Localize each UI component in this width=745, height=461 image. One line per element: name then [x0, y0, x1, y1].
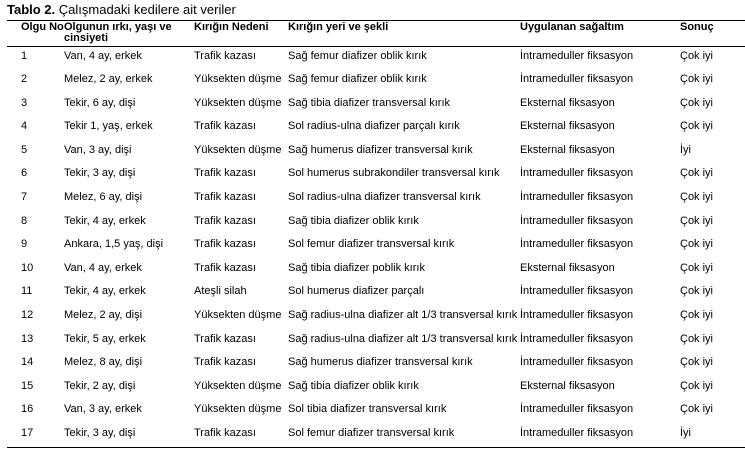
header-breed-age-sex: Olgunun ırkı, yaşı ve cinsiyeti	[64, 21, 194, 47]
cell-breed-age-sex: Tekir, 4 ay, erkek	[64, 214, 146, 227]
cell-case-no: 17	[7, 424, 64, 448]
cell-result: Çok iyi	[680, 379, 714, 392]
cell-fracture-location: Sağ femur diafizer oblik kırık	[288, 73, 427, 86]
cell-fracture-location: Sağ tibia diafizer poblik kırık	[288, 261, 425, 274]
cell-breed-age-sex: Tekir, 2 ay, dişi	[64, 379, 136, 392]
cell-case-no: 14	[21, 356, 34, 369]
cell-treatment: İntrameduller fiksasyon	[520, 403, 634, 416]
cell-fracture-location: Sol femur diafizer transversal kırık	[288, 424, 520, 448]
cell-fracture-location: Sol radius-ulna diafizer transversal kırık	[288, 191, 481, 204]
cell-breed-age-sex: Van, 3 ay, erkek	[64, 403, 142, 416]
cell-breed-age-sex: Tekir, 3 ay, dişi	[64, 167, 136, 180]
cell-result: Çok iyi	[680, 332, 714, 345]
cell-fracture-location: Sol radius-ulna diafizer parçalı kırık	[288, 120, 460, 133]
table-caption	[7, 2, 236, 17]
cell-case-no: 5	[21, 143, 28, 156]
cell-treatment: İntrameduller fiksasyon	[520, 309, 634, 322]
cell-breed-age-sex: Tekir, 3 ay, dişi	[64, 424, 194, 448]
cell-fracture-location: Sol humerus subrakondiler transversal kırık	[288, 167, 500, 180]
cell-fracture-cause: Trafik kazası	[194, 214, 256, 227]
header-case-no: Olgu No	[7, 21, 64, 47]
cell-treatment: İntrameduller fiksasyon	[520, 50, 634, 62]
cell-fracture-cause: Trafik kazası	[194, 191, 256, 204]
cell-breed-age-sex: Tekir, 5 ay, erkek	[64, 332, 146, 345]
table-row	[7, 117, 745, 141]
cell-breed-age-sex: Van, 4 ay, erkek	[64, 261, 142, 274]
cell-breed-age-sex: Ankara, 1,5 yaş, dişi	[64, 238, 164, 251]
cell-breed-age-sex: Tekir 1, yaş, erkek	[64, 120, 153, 133]
cell-case-no: 7	[21, 191, 28, 204]
cell-breed-age-sex: Melez, 8 ay, dişi	[64, 356, 143, 369]
cell-fracture-location: Sol femur diafizer transversal kırık	[288, 238, 455, 251]
cell-treatment: İntrameduller fiksasyon	[520, 73, 634, 86]
cell-fracture-cause: Yüksekten düşme	[194, 403, 282, 416]
cell-case-no: 13	[21, 332, 34, 345]
cell-case-no: 9	[21, 238, 28, 251]
caption-label: Tablo 2.	[7, 2, 56, 17]
cell-fracture-cause: Trafik kazası	[194, 332, 256, 345]
table-row	[7, 141, 745, 165]
table-row	[7, 70, 745, 94]
table-row	[7, 212, 745, 236]
cell-case-no: 6	[21, 167, 28, 180]
cell-case-no: 8	[21, 214, 28, 227]
cell-fracture-cause: Trafik kazası	[194, 424, 288, 448]
cell-treatment: İntrameduller fiksasyon	[520, 214, 634, 227]
cell-fracture-location: Sol humerus diafizer parçalı	[288, 285, 425, 298]
cell-fracture-cause: Trafik kazası	[194, 261, 256, 274]
cell-fracture-location: Sağ radius-ulna diafizer alt 1/3 transversal kırık	[288, 309, 518, 322]
table-row	[7, 259, 745, 283]
table-row	[7, 282, 745, 306]
table-row	[7, 377, 745, 401]
cell-fracture-cause: Trafik kazası	[194, 120, 256, 133]
cell-result: Çok iyi	[680, 403, 714, 416]
cell-fracture-location: Sağ humerus diafizer transversal kırık	[288, 143, 473, 156]
table-body	[7, 47, 745, 448]
cell-case-no: 16	[21, 403, 34, 416]
header-fracture-location: Kırığın yeri ve şekli	[288, 21, 520, 47]
cell-treatment: Eksternal fiksasyon	[520, 379, 615, 392]
header-row	[7, 21, 745, 47]
cell-treatment: İntrameduller fiksasyon	[520, 285, 634, 298]
cell-fracture-cause: Yüksekten düşme	[194, 143, 282, 156]
cell-result: Çok iyi	[680, 238, 714, 251]
cell-treatment: İntrameduller fiksasyon	[520, 356, 634, 369]
cell-breed-age-sex: Van, 4 ay, erkek	[64, 50, 142, 62]
cell-result: Çok iyi	[680, 50, 714, 62]
cell-result: Çok iyi	[680, 120, 714, 133]
cell-breed-age-sex: Van, 3 ay, dişi	[64, 143, 132, 156]
cell-fracture-location: Sağ tibia diafizer oblik kırık	[288, 379, 419, 392]
cell-treatment: İntrameduller fiksasyon	[520, 238, 634, 251]
cell-result: Çok iyi	[680, 214, 714, 227]
cell-fracture-cause: Yüksekten düşme	[194, 309, 282, 322]
cell-result: Çok iyi	[680, 167, 714, 180]
cell-fracture-cause: Trafik kazası	[194, 356, 256, 369]
caption-text: Çalışmadaki kedilere ait veriler	[58, 2, 236, 17]
cell-fracture-cause: Trafik kazası	[194, 238, 256, 251]
cat-data-table	[7, 20, 745, 448]
table-row	[7, 400, 745, 424]
cell-fracture-cause: Trafik kazası	[194, 167, 256, 180]
table-row	[7, 188, 745, 212]
cell-result: Çok iyi	[680, 73, 714, 86]
table-row	[7, 353, 745, 377]
cell-case-no: 3	[21, 96, 28, 109]
cell-fracture-cause: Trafik kazası	[194, 50, 256, 62]
cell-result: Çok iyi	[680, 96, 714, 109]
cell-treatment: Eksternal fiksasyon	[520, 261, 615, 274]
cell-case-no: 15	[21, 379, 34, 392]
header-fracture-cause: Kırığın Nedeni	[194, 21, 288, 47]
cell-result: Çok iyi	[680, 285, 714, 298]
cell-treatment: İntrameduller fiksasyon	[520, 332, 634, 345]
cell-result: Çok iyi	[680, 261, 714, 274]
table-row	[7, 424, 745, 448]
cell-case-no: 11	[21, 285, 33, 298]
cell-result: İyi	[680, 143, 691, 156]
cell-breed-age-sex: Melez, 2 ay, dişi	[64, 309, 143, 322]
cell-result: Çok iyi	[680, 309, 714, 322]
cell-treatment: Eksternal fiksasyon	[520, 120, 615, 133]
cell-case-no: 4	[21, 120, 28, 133]
cell-treatment: Eksternal fiksasyon	[520, 96, 615, 109]
cell-breed-age-sex: Tekir, 6 ay, dişi	[64, 96, 136, 109]
cell-result: Çok iyi	[680, 356, 714, 369]
cell-breed-age-sex: Tekir, 4 ay, erkek	[64, 285, 146, 298]
cell-fracture-cause: Yüksekten düşme	[194, 379, 282, 392]
cell-fracture-cause: Ateşli silah	[194, 285, 247, 298]
cell-treatment: Eksternal fiksasyon	[520, 143, 615, 156]
cell-fracture-location: Sağ tibia diafizer transversal kırık	[288, 96, 451, 109]
header-treatment: Uygulanan sağaltım	[520, 21, 680, 47]
cell-case-no: 10	[21, 261, 34, 274]
table-row	[7, 94, 745, 118]
table-row	[7, 306, 745, 330]
table-header	[7, 21, 745, 47]
table-row	[7, 330, 745, 354]
cell-fracture-location: Sağ femur diafizer oblik kırık	[288, 50, 427, 62]
cell-treatment: İntrameduller fiksasyon	[520, 424, 680, 448]
cell-fracture-location: Sağ tibia diafizer oblik kırık	[288, 214, 419, 227]
cell-result: Çok iyi	[680, 191, 714, 204]
cell-breed-age-sex: Melez, 6 ay, dişi	[64, 191, 143, 204]
cell-case-no: 1	[21, 50, 28, 62]
cell-case-no: 12	[21, 309, 34, 322]
cell-result: İyi	[680, 424, 745, 448]
table-row	[7, 235, 745, 259]
table-row	[7, 164, 745, 188]
cell-breed-age-sex: Melez, 2 ay, erkek	[64, 73, 153, 86]
table-row	[7, 47, 745, 71]
cell-case-no: 2	[21, 73, 28, 86]
cell-fracture-cause: Yüksekten düşme	[194, 96, 282, 109]
cell-treatment: İntrameduller fiksasyon	[520, 167, 634, 180]
header-result: Sonuç	[680, 21, 745, 47]
cell-fracture-location: Sağ radius-ulna diafizer alt 1/3 transversal kırık	[288, 332, 518, 345]
cell-treatment: İntrameduller fiksasyon	[520, 191, 634, 204]
cell-fracture-cause: Yüksekten düşme	[194, 73, 282, 86]
cell-fracture-location: Sağ humerus diafizer transversal kırık	[288, 356, 473, 369]
cell-fracture-location: Sol tibia diafizer transversal kırık	[288, 403, 447, 416]
